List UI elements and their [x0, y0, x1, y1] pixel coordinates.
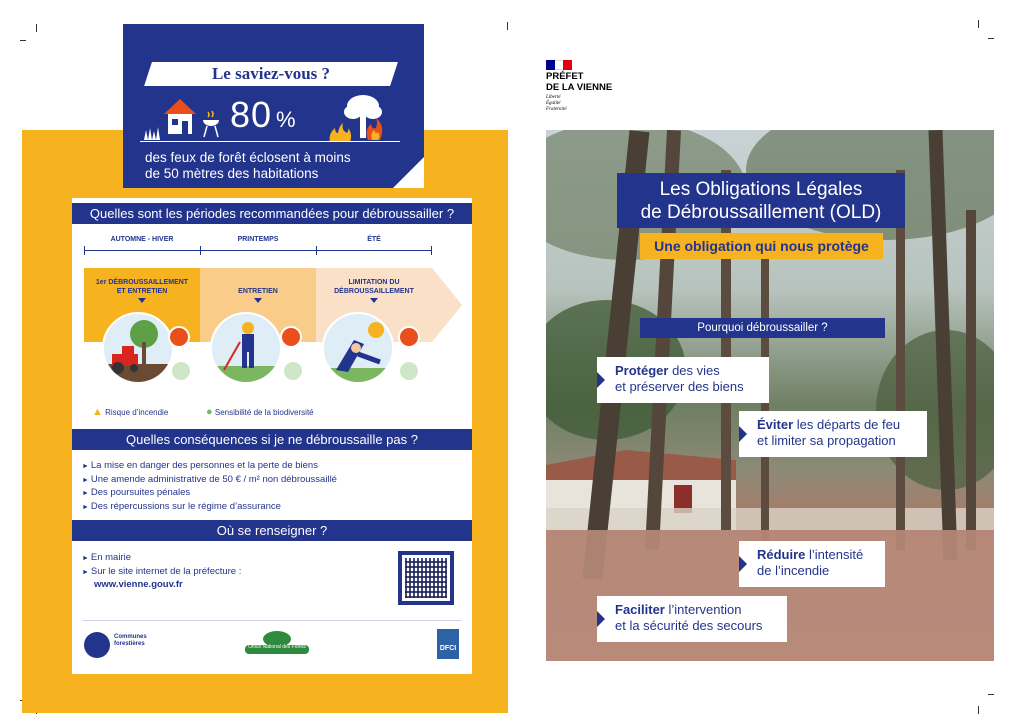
biodiversity-legend-icon: ● — [206, 406, 213, 418]
qr-code-pattern — [405, 558, 447, 598]
fire-risk-high-icon — [398, 326, 420, 348]
old-title-line-1: Les Obligations Légales — [659, 179, 863, 200]
fire-risk-high-icon — [168, 326, 190, 348]
stage-2 — [200, 287, 316, 303]
fire-risk-high-icon — [280, 326, 302, 348]
season-printemps: PRINTEMPS — [237, 236, 279, 243]
stat-percentage — [230, 94, 297, 136]
reason-1-rest: des vies — [668, 363, 720, 378]
old-title — [617, 173, 905, 228]
timeline-tick — [431, 246, 432, 255]
reason-3-line-2: de l’incendie — [757, 563, 830, 578]
biodiversity-high-icon — [282, 360, 304, 382]
reason-4-line-2: et la sécurité des secours — [615, 618, 763, 633]
stage-3 — [316, 278, 432, 303]
prefet-title — [546, 71, 612, 93]
prefet-line-2: DE LA VIENNE — [546, 82, 613, 93]
motto-liberte: Liberté — [546, 95, 561, 100]
list-item: ► Des poursuites pénales — [82, 487, 337, 501]
flag-blue — [546, 60, 555, 70]
stat-line-1: des feux de forêt éclosent à moins — [145, 150, 351, 165]
fire-icon — [328, 122, 352, 142]
motto-egalite: Égalité — [546, 101, 561, 106]
house-icon — [163, 97, 197, 135]
crop-mark — [988, 694, 994, 695]
consequences-list — [82, 460, 337, 514]
reason-1-line-2: et préserver des biens — [615, 379, 744, 394]
list-item: ► En mairie — [82, 552, 241, 566]
stat-text — [145, 150, 395, 182]
flag-white — [555, 60, 564, 70]
stage-pointer-icon — [254, 298, 262, 303]
reason-1-bold: Protéger — [615, 363, 669, 378]
stage-2-line-1: ENTRETIEN — [238, 288, 278, 295]
republic-motto — [546, 95, 567, 113]
card-marker-icon — [739, 556, 747, 572]
website-link[interactable]: www.vienne.gouv.fr — [94, 579, 183, 590]
communes-forestieres-logo — [84, 632, 110, 658]
card-marker-icon — [739, 426, 747, 442]
barbecue-icon — [201, 110, 221, 138]
reason-card-protect — [597, 357, 769, 403]
reason-4-bold: Faciliter — [615, 602, 665, 617]
marianne-flag-icon — [546, 57, 572, 67]
page-fold-corner — [393, 157, 424, 188]
legend-fire — [92, 406, 168, 418]
saviez-banner — [144, 62, 398, 86]
stage-1 — [84, 278, 200, 303]
why-title: Pourquoi débroussailler ? — [640, 318, 885, 338]
legend-bio — [206, 406, 314, 418]
periods-title: Quelles sont les périodes recommandées pour débroussailler ? — [72, 203, 472, 224]
communes-forestieres-label: Communes forestières — [114, 634, 147, 647]
reason-card-avoid — [739, 411, 927, 457]
season-ete: ÉTÉ — [367, 236, 381, 243]
prefet-line-1: PRÉFET — [546, 71, 584, 82]
fire-legend-icon: ▲ — [92, 406, 103, 418]
reason-3-bold: Réduire — [757, 547, 806, 562]
consequences-title: Quelles conséquences si je ne débroussaille pas ? — [72, 429, 472, 450]
stage-1-line-2: ET ENTRETIEN — [116, 288, 168, 295]
list-item: ► Des répercussions sur le régime d’assurance — [82, 501, 337, 515]
onf-label: Office National des Forêts — [248, 644, 306, 650]
legend-fire-label: Risque d’incendie — [105, 408, 169, 417]
crop-mark — [36, 24, 37, 32]
reason-2-rest: les départs de feu — [793, 417, 901, 432]
biodiversity-high-icon — [398, 360, 420, 382]
motto-fraternite: Fraternité — [546, 107, 567, 112]
timeline-tick — [84, 246, 85, 255]
stage-pointer-icon — [138, 298, 146, 303]
stage-3-line-2: DÉBROUSSAILLEMENT — [334, 288, 414, 295]
list-item: ► La mise en danger des personnes et la perte de biens — [82, 460, 337, 474]
where-list — [82, 552, 241, 592]
timeline-tick — [200, 246, 201, 255]
qr-code[interactable] — [398, 551, 454, 605]
dfci-logo — [437, 629, 459, 659]
tractor-illustration — [102, 312, 174, 384]
illustration-baseline — [140, 141, 400, 142]
reason-card-reduce — [739, 541, 885, 587]
legend-bio-label: Sensibilité de la biodiversité — [214, 408, 314, 417]
stage-1-line-1: 1er DÉBROUSSAILLEMENT — [95, 279, 189, 286]
timeline-tick — [316, 246, 317, 255]
reason-2-line-2: et limiter sa propagation — [757, 433, 896, 448]
card-marker-icon — [597, 611, 605, 627]
crop-mark — [978, 706, 979, 714]
stat-number: 80 — [230, 94, 273, 135]
stat-line-2: de 50 mètres des habitations — [145, 166, 319, 181]
crop-mark — [988, 38, 994, 39]
stage-arrow-head — [432, 268, 462, 342]
saviez-title: Le saviez-vous ? — [211, 64, 331, 83]
season-automne-hiver: AUTOMNE - HIVER — [110, 236, 174, 243]
crop-mark — [20, 40, 26, 41]
dfci-label: DFCI — [439, 645, 457, 652]
biodiversity-low-icon — [170, 360, 192, 382]
list-item: ► Sur le site internet de la préfecture : — [82, 566, 241, 580]
old-subtitle: Une obligation qui nous protège — [640, 233, 883, 259]
logos-divider — [82, 620, 462, 621]
grass-icon — [143, 122, 163, 140]
crop-mark — [507, 22, 508, 30]
stat-unit: % — [276, 107, 297, 132]
reason-card-facilitate — [597, 596, 787, 642]
reason-3-rest: l’intensité — [805, 547, 864, 562]
old-title-line-2: de Débroussaillement (OLD) — [640, 202, 882, 223]
relaxing-illustration — [322, 312, 394, 384]
stage-pointer-icon — [370, 298, 378, 303]
stage-3-line-1: LIMITATION DU — [348, 279, 400, 286]
brushcutter-illustration — [210, 312, 282, 384]
reason-2-bold: Éviter — [757, 417, 794, 432]
where-title: Où se renseigner ? — [72, 520, 472, 541]
reason-4-rest: l’intervention — [664, 602, 742, 617]
flag-red — [563, 60, 572, 70]
season-timeline — [84, 250, 432, 251]
list-item: ► Une amende administrative de 50 € / m² non débroussaillé — [82, 474, 337, 488]
card-marker-icon — [597, 372, 605, 388]
crop-mark — [978, 20, 979, 28]
